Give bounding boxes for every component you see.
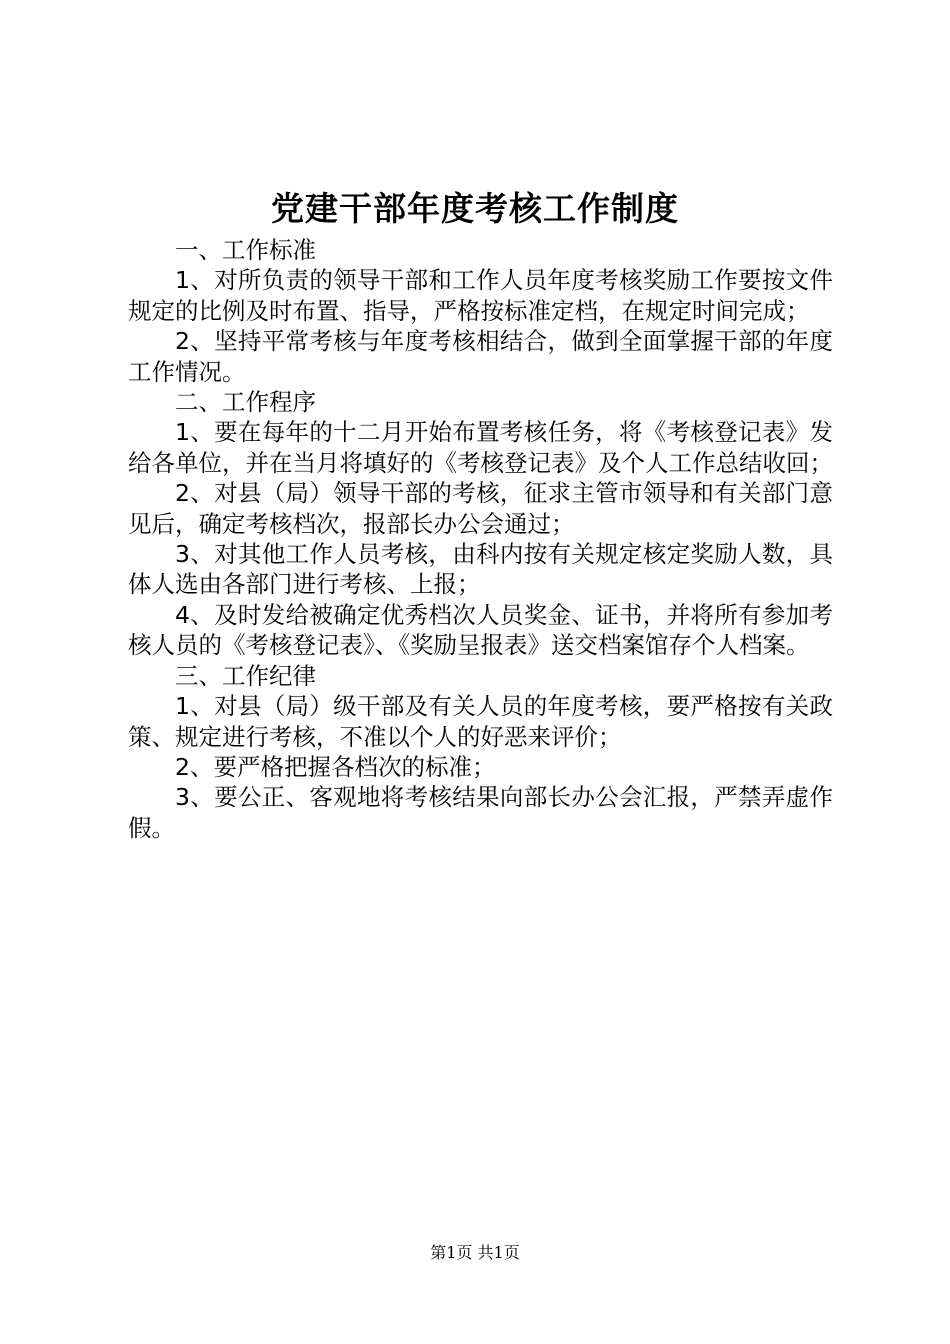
procedure-item-1: 1、要在每年的十二月开始布置考核任务，将《考核登记表》发给各单位，并在当月将填好的《考核登记表》及个人工作总结收回；	[128, 418, 833, 477]
section-heading-standards: 一、工作标准	[175, 236, 316, 264]
document-title: 党建干部年度考核工作制度	[271, 189, 679, 228]
section-heading-procedure: 二、工作程序	[175, 388, 316, 417]
procedure-item-3: 3、对其他工作人员考核，由科内按有关规定核定奖励人数，具体人选由各部门进行考核、上报；	[128, 540, 833, 599]
section-heading-discipline: 三、工作纪律	[175, 661, 316, 690]
procedure-item-4: 4、及时发给被确定优秀档次人员奖金、证书，并将所有参加考核人员的《考核登记表》、《奖励呈报表》送交档案馆存个人档案。	[128, 600, 833, 660]
standards-item-2: 2、坚持平常考核与年度考核相结合，做到全面掌握干部的年度工作情况。	[128, 327, 833, 386]
document-body	[128, 235, 833, 843]
procedure-item-2: 2、对县（局）领导干部的考核，征求主管市领导和有关部门意见后，确定考核档次，报部长办公会通过；	[128, 479, 833, 538]
page-footer: 第1页 共1页	[430, 1243, 520, 1262]
discipline-item-3: 3、要公正、客观地将考核结果向部长办公会汇报，严禁弄虚作假。	[128, 783, 833, 842]
standards-item-1: 1、对所负责的领导干部和工作人员年度考核奖励工作要按文件规定的比例及时布置、指导，严格按标准定档，在规定时间完成；	[128, 266, 833, 325]
discipline-item-2: 2、要严格把握各档次的标准；	[175, 752, 496, 781]
discipline-item-1: 1、对县（局）级干部及有关人员的年度考核，要严格按有关政策、规定进行考核，不准以个人的好恶来评价；	[128, 692, 833, 751]
